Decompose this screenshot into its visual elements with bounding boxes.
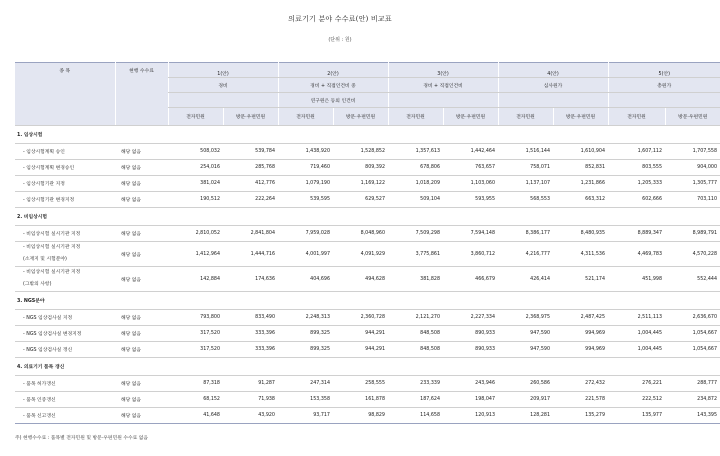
row-current-fee: 해당 없음 [115, 192, 168, 208]
fee-value-cell: 174,636 [223, 267, 278, 292]
fee-value-cell: 803,555 [608, 160, 665, 176]
fee-value-cell: 412,776 [223, 176, 278, 192]
fee-value-cell: 4,311,536 [553, 242, 608, 267]
section-title: 3. NGS분야 [15, 292, 720, 310]
fee-value-cell: 848,508 [388, 326, 443, 342]
fee-value-cell: 890,933 [443, 326, 498, 342]
fee-value-cell: 494,628 [333, 267, 388, 292]
row-item-cell [15, 226, 115, 242]
table-row [15, 226, 720, 242]
row-item-label: - 품목 허가갱신 [23, 382, 56, 387]
fee-value-cell: 276,221 [608, 376, 665, 392]
header-current-fee: 현행 수수료 [115, 63, 168, 126]
fee-value-cell: 247,314 [278, 376, 333, 392]
fee-value-cell: 451,998 [608, 267, 665, 292]
fee-value-cell: 41,648 [168, 408, 223, 424]
fee-value-cell: 1,231,866 [553, 176, 608, 192]
row-item-label: - 임상시험기관 변경지정 [23, 198, 75, 203]
fee-value-cell: 568,553 [498, 192, 553, 208]
fee-value-cell: 809,392 [333, 160, 388, 176]
subheader-visit-mail: 방문·우편민원 [665, 108, 720, 126]
fee-value-cell: 120,913 [443, 408, 498, 424]
row-current-fee: 해당 없음 [115, 226, 168, 242]
table-row [15, 160, 720, 176]
row-current-fee: 해당 없음 [115, 342, 168, 358]
row-item-label: - 품목 신고갱신 [23, 414, 56, 419]
fee-value-cell: 904,000 [665, 160, 720, 176]
row-item-cell [15, 160, 115, 176]
fee-value-cell: 2,841,804 [223, 226, 278, 242]
fee-comparison-table [15, 62, 720, 424]
section-header-row [15, 126, 720, 144]
row-current-fee: 해당 없음 [115, 376, 168, 392]
subheader-electronic: 전자민원 [388, 108, 443, 126]
header-option-2-desc2: 연구원은 등외 인건비 [278, 93, 388, 108]
header-item: 종 목 [15, 63, 115, 126]
fee-value-cell: 98,829 [333, 408, 388, 424]
header-option-1-desc: 경비 [168, 78, 278, 93]
section-title: 1. 임상시험 [15, 126, 720, 144]
fee-value-cell: 763,657 [443, 160, 498, 176]
fee-value-cell: 2,368,975 [498, 310, 553, 326]
fee-value-cell: 143,395 [665, 408, 720, 424]
row-item-cell [15, 326, 115, 342]
fee-value-cell: 3,860,712 [443, 242, 498, 267]
fee-value-cell: 663,312 [553, 192, 608, 208]
fee-value-cell: 852,831 [553, 160, 608, 176]
header-option-2-no: 2(안) [278, 63, 388, 78]
fee-value-cell: 466,679 [443, 267, 498, 292]
row-item-cell [15, 192, 115, 208]
fee-value-cell: 1,444,716 [223, 242, 278, 267]
fee-value-cell: 703,110 [665, 192, 720, 208]
fee-value-cell: 4,469,783 [608, 242, 665, 267]
fee-value-cell: 2,487,425 [553, 310, 608, 326]
table-row [15, 144, 720, 160]
table-row [15, 342, 720, 358]
fee-value-cell: 1,079,190 [278, 176, 333, 192]
row-item-cell [15, 392, 115, 408]
fee-value-cell: 944,291 [333, 342, 388, 358]
table-row [15, 408, 720, 424]
row-item-sublabel: (그밖의 사항) [23, 282, 52, 287]
fee-value-cell: 381,024 [168, 176, 223, 192]
fee-value-cell: 161,878 [333, 392, 388, 408]
fee-value-cell: 128,281 [498, 408, 553, 424]
fee-value-cell: 1,004,445 [608, 342, 665, 358]
table-row [15, 326, 720, 342]
row-item-cell [15, 408, 115, 424]
header-option-4-desc: 심사원가 [498, 78, 608, 93]
fee-value-cell: 899,325 [278, 326, 333, 342]
fee-value-cell: 1,438,920 [278, 144, 333, 160]
fee-value-cell: 153,358 [278, 392, 333, 408]
fee-value-cell: 68,152 [168, 392, 223, 408]
fee-value-cell: 8,889,347 [608, 226, 665, 242]
subheader-visit-mail: 방문·우편민원 [553, 108, 608, 126]
row-current-fee: 해당 없음 [115, 267, 168, 292]
table-row [15, 376, 720, 392]
fee-value-cell: 426,414 [498, 267, 553, 292]
fee-value-cell: 719,460 [278, 160, 333, 176]
row-current-fee: 해당 없음 [115, 144, 168, 160]
section-title: 4. 의료기기 품목 갱신 [15, 358, 720, 376]
fee-value-cell: 4,001,997 [278, 242, 333, 267]
table-row [15, 310, 720, 326]
row-item-sublabel: (소재지 및 시험분야) [23, 257, 67, 262]
fee-value-cell: 1,169,122 [333, 176, 388, 192]
fee-value-cell: 899,325 [278, 342, 333, 358]
fee-value-cell: 7,509,298 [388, 226, 443, 242]
table-row [15, 192, 720, 208]
row-current-fee: 해당 없음 [115, 242, 168, 267]
header-option-3-no: 3(안) [388, 63, 498, 78]
header-option-4-no: 4(안) [498, 63, 608, 78]
fee-value-cell: 848,508 [388, 342, 443, 358]
fee-value-cell: 758,071 [498, 160, 553, 176]
fee-value-cell: 142,884 [168, 267, 223, 292]
row-item-label: - 임상시험기관 지정 [23, 182, 65, 187]
fee-value-cell: 508,032 [168, 144, 223, 160]
header-option-5-desc: 총원가 [608, 78, 720, 93]
row-current-fee: 해당 없음 [115, 176, 168, 192]
row-item-cell [15, 176, 115, 192]
fee-value-cell: 222,264 [223, 192, 278, 208]
row-item-cell [15, 342, 115, 358]
fee-value-cell: 1,103,060 [443, 176, 498, 192]
fee-value-cell: 947,590 [498, 342, 553, 358]
fee-value-cell: 8,048,960 [333, 226, 388, 242]
fee-value-cell: 93,717 [278, 408, 333, 424]
fee-value-cell: 1,610,904 [553, 144, 608, 160]
fee-value-cell: 2,248,313 [278, 310, 333, 326]
row-item-label: - NGS 임상검사실 변경지정 [23, 332, 82, 337]
fee-value-cell: 1,054,667 [665, 326, 720, 342]
table-row [15, 242, 720, 267]
row-current-fee: 해당 없음 [115, 310, 168, 326]
fee-value-cell: 1,018,209 [388, 176, 443, 192]
fee-value-cell: 7,594,148 [443, 226, 498, 242]
row-item-cell [15, 376, 115, 392]
fee-value-cell: 258,555 [333, 376, 388, 392]
fee-value-cell: 2,227,334 [443, 310, 498, 326]
fee-value-cell: 1,412,964 [168, 242, 223, 267]
fee-value-cell: 317,520 [168, 342, 223, 358]
fee-value-cell: 539,784 [223, 144, 278, 160]
fee-value-cell: 135,279 [553, 408, 608, 424]
table-row [15, 176, 720, 192]
fee-value-cell: 8,386,177 [498, 226, 553, 242]
fee-value-cell: 629,527 [333, 192, 388, 208]
row-item-label: - 비임상시험 실시기관 지정 [23, 245, 81, 250]
fee-value-cell: 8,989,791 [665, 226, 720, 242]
fee-value-cell: 678,806 [388, 160, 443, 176]
fee-value-cell: 114,658 [388, 408, 443, 424]
fee-value-cell: 87,318 [168, 376, 223, 392]
fee-value-cell: 1,442,464 [443, 144, 498, 160]
subheader-electronic: 전자민원 [498, 108, 553, 126]
fee-value-cell: 404,696 [278, 267, 333, 292]
section-header-row [15, 358, 720, 376]
fee-value-cell: 254,016 [168, 160, 223, 176]
fee-value-cell: 260,586 [498, 376, 553, 392]
fee-value-cell: 221,578 [553, 392, 608, 408]
fee-value-cell: 1,205,333 [608, 176, 665, 192]
subheader-electronic: 전자민원 [168, 108, 223, 126]
fee-value-cell: 7,959,028 [278, 226, 333, 242]
fee-value-cell: 233,339 [388, 376, 443, 392]
header-option-2-desc: 경비 + 직접인건비 중 [278, 78, 388, 93]
fee-value-cell: 947,590 [498, 326, 553, 342]
fee-value-cell: 4,570,228 [665, 242, 720, 267]
row-current-fee: 해당 없음 [115, 392, 168, 408]
fee-value-cell: 8,480,935 [553, 226, 608, 242]
header-option-1-no: 1(안) [168, 63, 278, 78]
fee-value-cell: 71,938 [223, 392, 278, 408]
fee-value-cell: 285,768 [223, 160, 278, 176]
fee-value-cell: 890,933 [443, 342, 498, 358]
row-item-cell [15, 267, 115, 292]
fee-value-cell: 2,121,270 [388, 310, 443, 326]
fee-value-cell: 509,104 [388, 192, 443, 208]
row-current-fee: 해당 없음 [115, 326, 168, 342]
fee-value-cell: 187,624 [388, 392, 443, 408]
header-option-5-no: 5(안) [608, 63, 720, 78]
fee-value-cell: 381,828 [388, 267, 443, 292]
unit-label: (단위 : 원) [328, 37, 352, 43]
fee-value-cell: 3,775,861 [388, 242, 443, 267]
table-header [15, 63, 720, 126]
fee-value-cell: 793,800 [168, 310, 223, 326]
fee-value-cell: 1,516,144 [498, 144, 553, 160]
fee-value-cell: 1,357,613 [388, 144, 443, 160]
fee-value-cell: 4,216,777 [498, 242, 553, 267]
footnote: 주) 현행수수료 : 품목별 전자민원 및 방문·우편민원 수수료 없음 [15, 436, 149, 441]
fee-value-cell: 994,969 [553, 326, 608, 342]
fee-value-cell: 1,707,558 [665, 144, 720, 160]
header-option-3-desc: 경비 + 직접인건비 [388, 78, 498, 93]
fee-value-cell: 1,137,107 [498, 176, 553, 192]
fee-value-cell: 272,432 [553, 376, 608, 392]
fee-value-cell: 209,917 [498, 392, 553, 408]
table-body [15, 126, 720, 424]
section-header-row [15, 292, 720, 310]
table-row [15, 392, 720, 408]
fee-value-cell: 333,396 [223, 342, 278, 358]
fee-value-cell: 521,174 [553, 267, 608, 292]
fee-value-cell: 2,636,670 [665, 310, 720, 326]
fee-value-cell: 234,872 [665, 392, 720, 408]
fee-value-cell: 1,607,112 [608, 144, 665, 160]
fee-value-cell: 1,054,667 [665, 342, 720, 358]
fee-value-cell: 539,595 [278, 192, 333, 208]
row-item-label: - 비임상시험 실시기관 지정 [23, 232, 81, 237]
section-header-row [15, 208, 720, 226]
fee-value-cell: 833,490 [223, 310, 278, 326]
section-title: 2. 비임상시험 [15, 208, 720, 226]
fee-value-cell: 994,969 [553, 342, 608, 358]
fee-value-cell: 317,520 [168, 326, 223, 342]
row-item-label: - NGS 임상검사실 갱신 [23, 348, 73, 353]
row-item-cell [15, 144, 115, 160]
subheader-electronic: 전자민원 [278, 108, 333, 126]
document-title: 의료기기 분야 수수료(안) 비교표 [288, 15, 392, 23]
row-item-label: - 품목 인증갱신 [23, 398, 56, 403]
fee-value-cell: 944,291 [333, 326, 388, 342]
row-current-fee: 해당 없음 [115, 160, 168, 176]
table-row [15, 267, 720, 292]
fee-value-cell: 333,396 [223, 326, 278, 342]
fee-value-cell: 1,004,445 [608, 326, 665, 342]
row-item-label: - 임상시험계획 승인 [23, 150, 65, 155]
subheader-visit-mail: 방문·우편민원 [443, 108, 498, 126]
row-item-cell [15, 242, 115, 267]
fee-value-cell: 198,047 [443, 392, 498, 408]
row-item-label: - NGS 임상검사실 지정 [23, 316, 73, 321]
fee-value-cell: 552,444 [665, 267, 720, 292]
fee-value-cell: 593,955 [443, 192, 498, 208]
fee-value-cell: 2,511,113 [608, 310, 665, 326]
fee-value-cell: 190,512 [168, 192, 223, 208]
fee-value-cell: 222,512 [608, 392, 665, 408]
fee-value-cell: 602,666 [608, 192, 665, 208]
fee-value-cell: 4,091,929 [333, 242, 388, 267]
row-item-label: - 임상시험계획 변경승인 [23, 166, 75, 171]
subheader-visit-mail: 방문·우편민원 [333, 108, 388, 126]
fee-value-cell: 1,305,777 [665, 176, 720, 192]
fee-value-cell: 43,920 [223, 408, 278, 424]
fee-value-cell: 288,777 [665, 376, 720, 392]
row-item-label: - 비임상시험 실시기관 지정 [23, 270, 81, 275]
row-item-cell [15, 310, 115, 326]
fee-value-cell: 1,528,852 [333, 144, 388, 160]
row-current-fee: 해당 없음 [115, 408, 168, 424]
fee-value-cell: 2,810,052 [168, 226, 223, 242]
fee-value-cell: 2,360,728 [333, 310, 388, 326]
fee-value-cell: 243,946 [443, 376, 498, 392]
subheader-electronic: 전자민원 [608, 108, 665, 126]
fee-value-cell: 91,287 [223, 376, 278, 392]
fee-value-cell: 135,977 [608, 408, 665, 424]
subheader-visit-mail: 방문·우편민원 [223, 108, 278, 126]
